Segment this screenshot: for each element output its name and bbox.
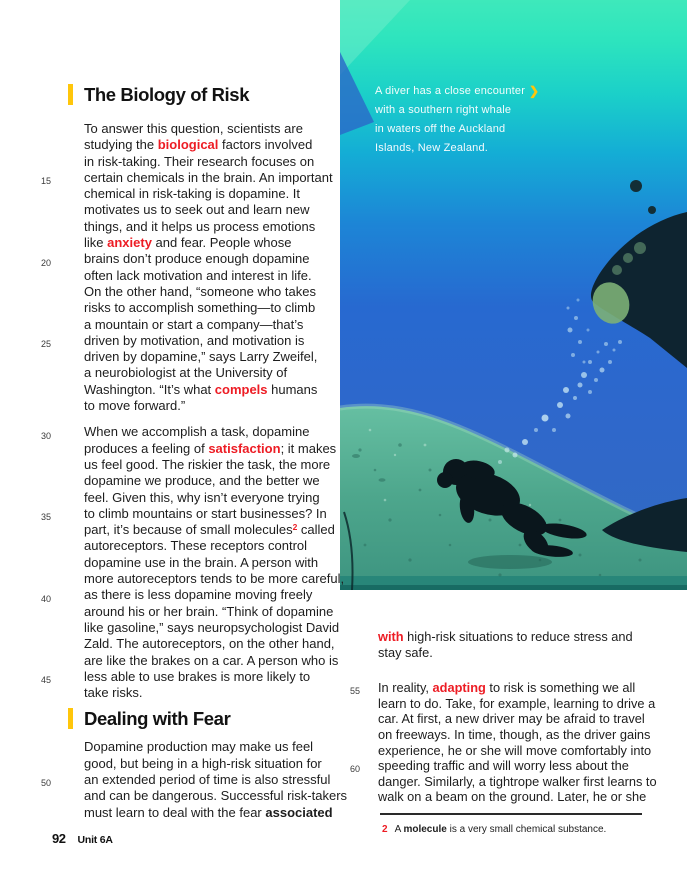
- text-line: 60 speeding traffic and will worry less about the: [350, 758, 670, 774]
- text-line: Dopamine production may make us feel: [84, 739, 314, 755]
- text-line: on freeways. In time, though, as the driver gains: [378, 726, 651, 742]
- section-heading-text: The Biology of Risk: [84, 83, 250, 105]
- text-line: danger. Similarly, a tightrope walker first learns to: [378, 773, 657, 789]
- text-line: car. At first, a new driver may be afraid to travel: [378, 711, 645, 727]
- text-line: 35 to climb mountains or start businesses? In: [40, 506, 342, 522]
- text-line: chemical in risk-taking is dopamine. It: [84, 186, 301, 202]
- text-line: things, and it helps us process emotions: [84, 218, 316, 234]
- text-line: 30 When we accomplish a task, dopamine: [40, 424, 342, 440]
- line-number: 50: [41, 778, 52, 789]
- paragraph: [40, 424, 345, 701]
- diver-photo: [340, 0, 687, 590]
- caption-line: with a southern right whale: [375, 104, 512, 116]
- text-line: stay safe.: [378, 644, 433, 660]
- text-line: to move forward.”: [84, 398, 186, 414]
- caption-line: Islands, New Zealand.: [375, 142, 489, 154]
- line-number: 60: [350, 763, 361, 774]
- text-line: experience, he or she will move comfortably into: [378, 742, 652, 758]
- text-line: autoreceptors. These receptors control: [84, 538, 308, 554]
- section-heading-dealing-with-fear: [68, 708, 342, 729]
- section-body-fear: [40, 739, 348, 820]
- text-line: like anxiety and fear. People whose: [84, 235, 292, 251]
- text-line: 20 brains don’t produce enough dopamine: [40, 251, 342, 267]
- text-line: studying the biological factors involved: [84, 137, 313, 153]
- caption-arrow-icon: ❯: [529, 84, 540, 98]
- text-line: part, it’s because of small molecules$^2$ called: [84, 522, 335, 538]
- line-number: 35: [41, 512, 52, 523]
- footnote-divider: [380, 813, 642, 815]
- text-line: learn to do. Take, for example, learning to drive a: [378, 695, 656, 711]
- line-number: 15: [41, 176, 52, 187]
- right-column: [350, 629, 670, 805]
- text-line: 45 less able to use brakes is more likely to: [40, 669, 342, 685]
- section-heading-text: Dealing with Fear: [84, 707, 231, 729]
- line-number: 45: [41, 675, 52, 686]
- text-line: motivates us to seek out and learn new: [84, 202, 310, 218]
- text-line: 55 In reality, adapting to risk is something we all: [350, 680, 670, 696]
- text-line: must learn to deal with the fear associated: [84, 804, 333, 820]
- text-line: are like the brakes on a car. A person who is: [84, 652, 339, 668]
- text-line: walk on a beam on the ground. Later, he or she: [378, 789, 647, 805]
- photo-caption: [375, 82, 525, 158]
- text-line: in risk-taking. Their research focuses on: [84, 153, 315, 169]
- text-line: dopamine we produce, and the better we: [84, 473, 320, 489]
- text-line: around his or her brain. “Think of dopamine: [84, 603, 334, 619]
- text-line: us feel good. The riskier the task, the more: [84, 456, 331, 472]
- line-number: 55: [350, 685, 361, 696]
- paragraph: [350, 680, 670, 805]
- text-line: dopamine use in the brain. A person with: [84, 554, 319, 570]
- page-footer: [52, 831, 113, 846]
- text-line: with high-risk situations to reduce stress and: [378, 629, 633, 644]
- text-line: often lack motivation and interest in life.: [84, 267, 312, 283]
- section-body-biology: [40, 121, 345, 701]
- line-number: 20: [41, 257, 52, 268]
- text-line: 15 certain chemicals in the brain. An important: [40, 170, 342, 186]
- text-line: good, but being in a high-risk situation for: [84, 755, 322, 771]
- text-line: On the other hand, “someone who takes: [84, 283, 316, 299]
- text-line: driven by dopamine,” says Larry Zweifel,: [84, 349, 318, 365]
- text-line: like gasoline,” says neuropsychologist David: [84, 619, 340, 635]
- paragraph: [40, 121, 342, 414]
- line-number: 40: [41, 593, 52, 604]
- text-line: 2 A molecule is a very small chemical substance.: [382, 824, 607, 835]
- text-line: risks to accomplish something—to climb: [84, 300, 316, 316]
- text-line: a mountain or start a company—that’s: [84, 316, 304, 332]
- paragraph: [40, 739, 348, 820]
- text-line: Zald. The autoreceptors, on the other hand,: [84, 636, 335, 652]
- text-line: take risks.: [84, 685, 143, 701]
- line-number: 30: [41, 430, 52, 441]
- text-line: more autoreceptors tends to be more careful,: [84, 571, 345, 587]
- text-line: 25 driven by motivation, and motivation is: [40, 333, 342, 349]
- text-line: produces a feeling of satisfaction; it makes: [84, 440, 337, 456]
- section-heading-biology-of-risk: [68, 84, 342, 105]
- caption-line: in waters off the Auckland: [375, 123, 506, 135]
- text-line: 50 an extended period of time is also stressful: [40, 772, 342, 788]
- left-column: [40, 83, 348, 821]
- footnote: [382, 823, 677, 836]
- paragraph: [382, 823, 677, 836]
- page-number: 92: [52, 831, 66, 846]
- text-line: 40 as there is less dopamine moving freely: [40, 587, 342, 603]
- paragraph: [350, 629, 670, 660]
- caption-line: A diver has a close encounter: [375, 85, 526, 97]
- text-line: To answer this question, scientists are: [84, 121, 303, 136]
- text-line: and can be dangerous. Successful risk-takers: [84, 788, 348, 804]
- text-line: a neurobiologist at the University of: [84, 365, 288, 381]
- line-number: 25: [41, 339, 52, 350]
- text-line: feel. Given this, why isn’t everyone trying: [84, 489, 320, 505]
- text-line: Washington. “It’s what compels humans: [84, 381, 318, 397]
- heading-accent-bar: [68, 708, 73, 729]
- unit-label: Unit 6A: [77, 834, 113, 846]
- heading-accent-bar: [68, 84, 73, 105]
